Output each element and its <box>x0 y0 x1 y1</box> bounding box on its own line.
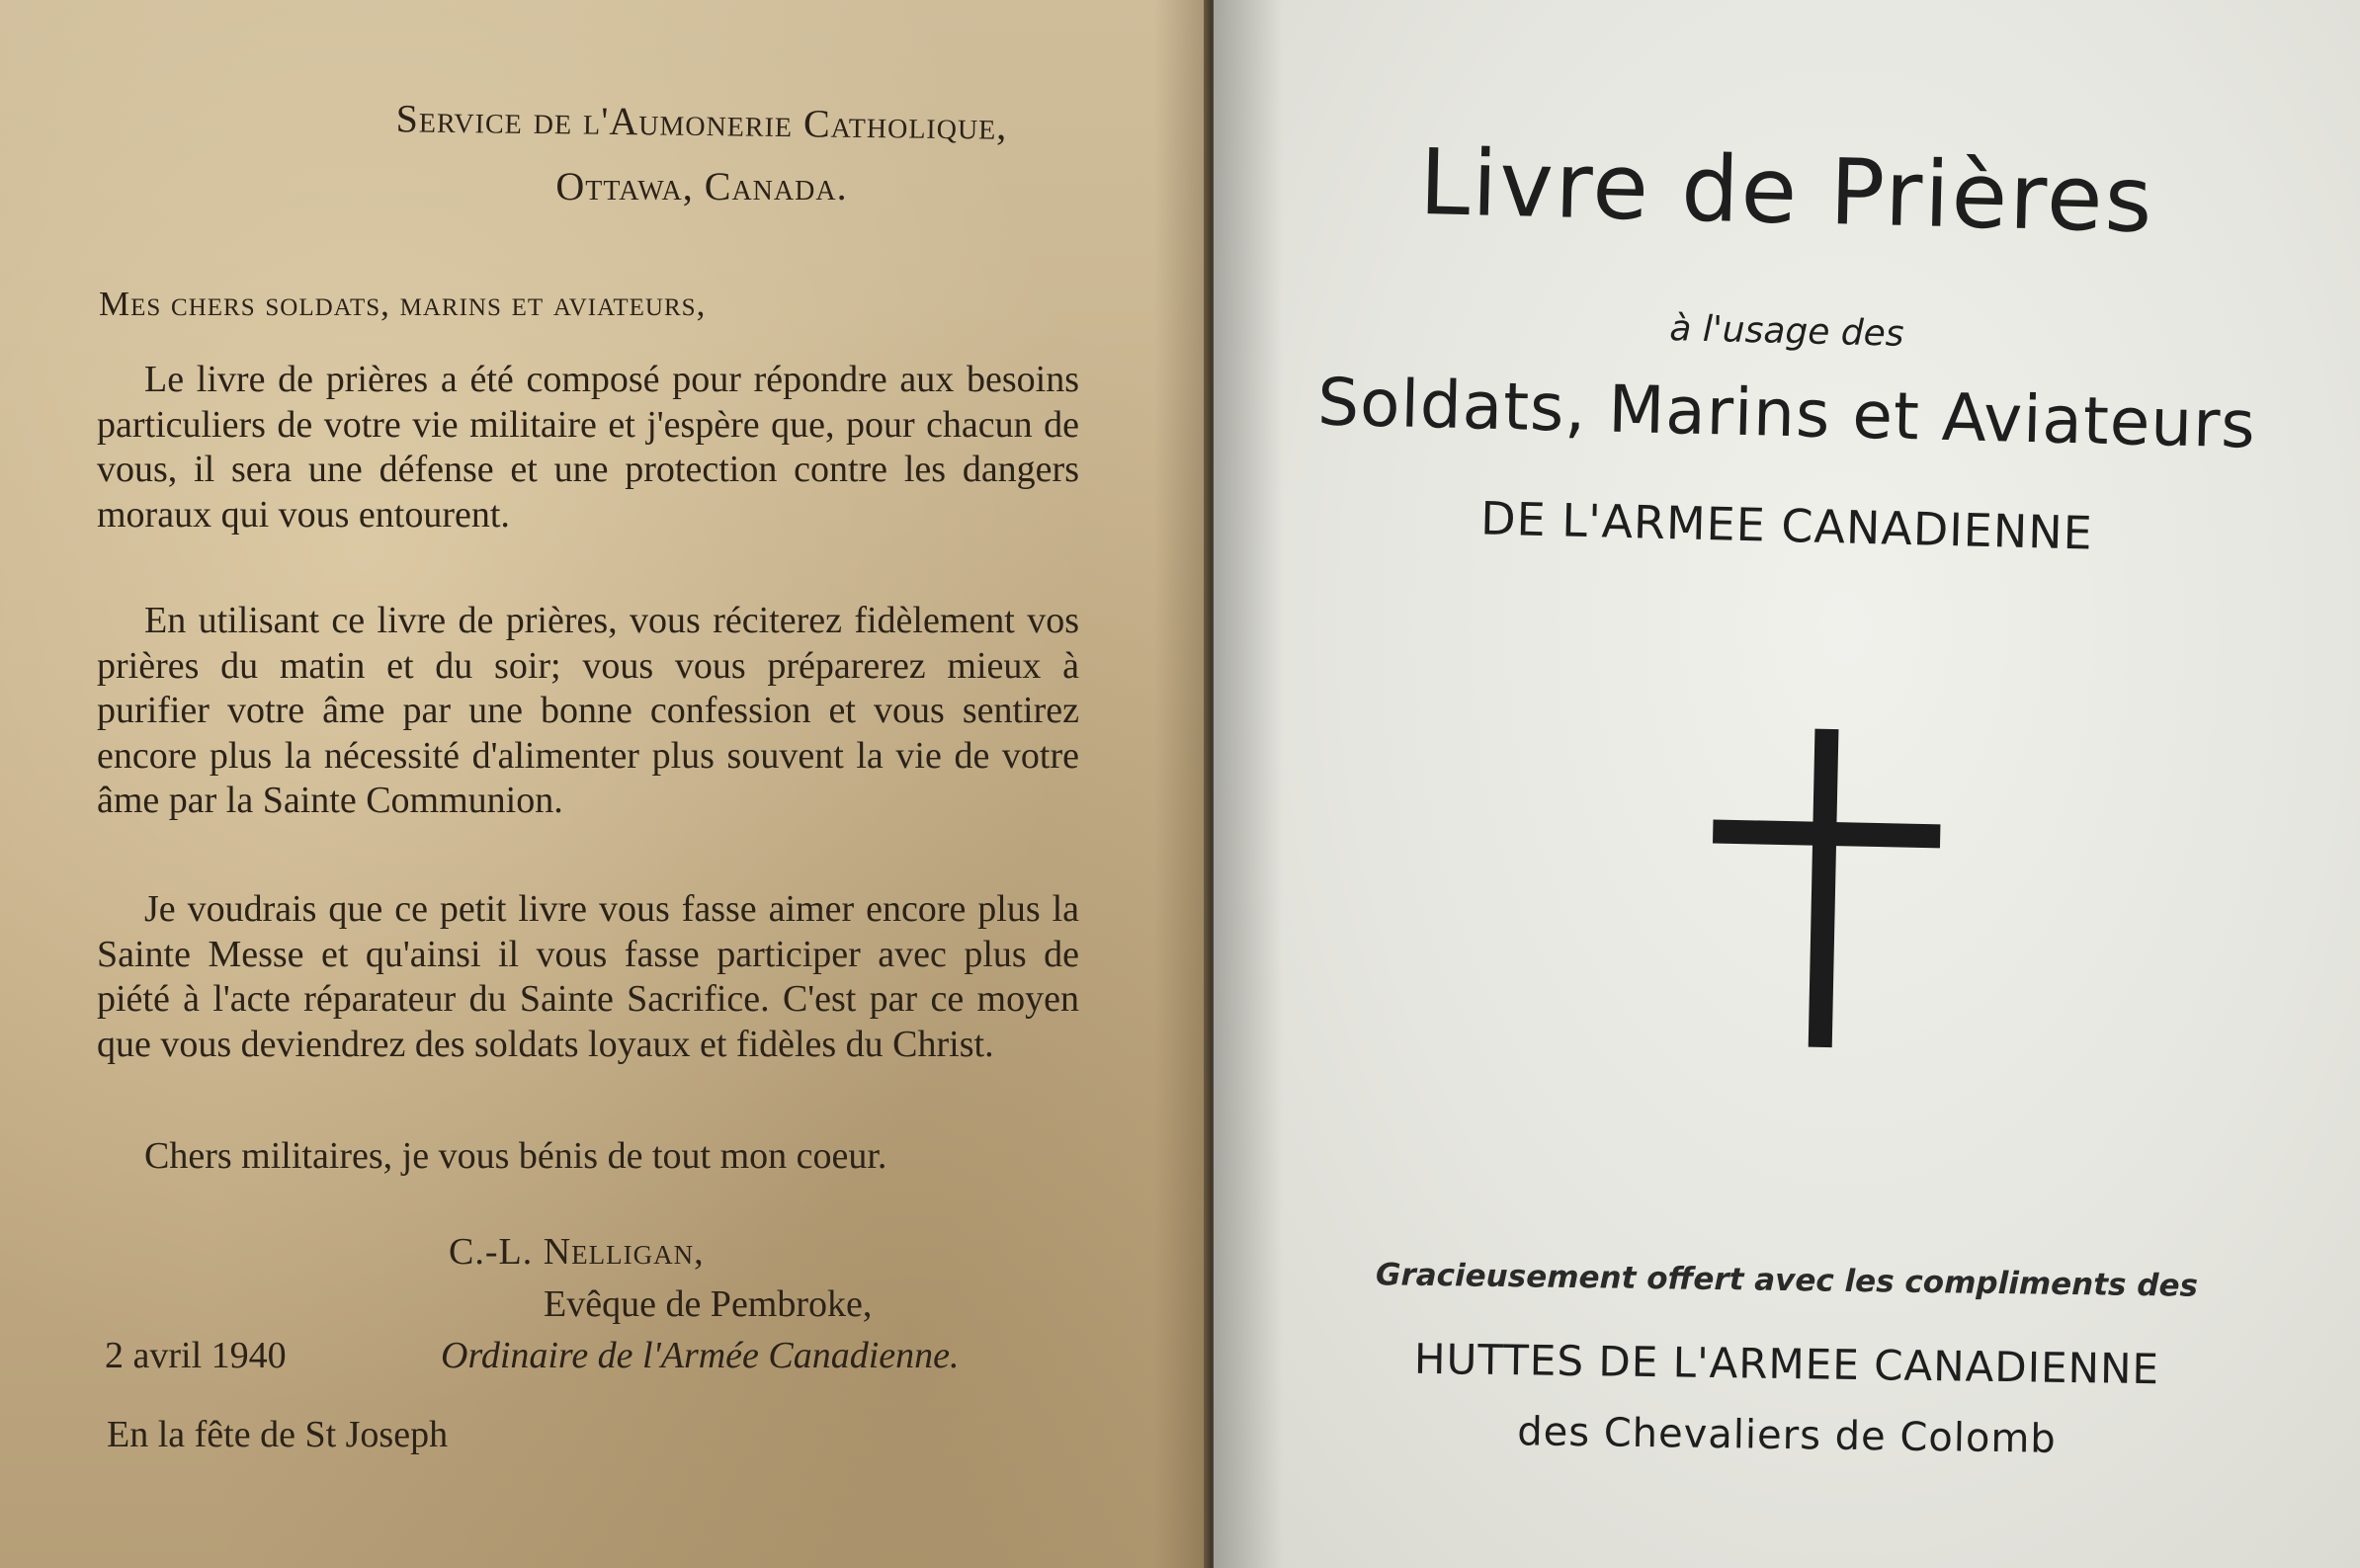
paragraph-2: En utilisant ce livre de prières, vous réciterez fidèlement vos prières du matin et du soir; vous vous préparerez mieux à purifier votre âme par une bonne confession et vous sentirez encore plus la nécessité d'alimenter plus souvent la vie de votre âme par la Sainte Communion. <box>97 600 1079 821</box>
chevaliers-line: des Chevaliers de Colomb <box>1516 1409 2058 1462</box>
closing-blessing: Chers militaires, je vous bénis de tout mon coeur. <box>144 1135 887 1177</box>
book-title: Livre de Prières <box>1418 128 2155 254</box>
signature-title: Evêque de Pembroke, <box>544 1283 873 1325</box>
right-page <box>1214 0 2360 1568</box>
army-line: DE L'ARMEE CANADIENNE <box>1479 491 2094 560</box>
cross-icon <box>1709 727 1953 1058</box>
signature-name: C.-L. Nelligan, <box>449 1231 705 1273</box>
cross-horizontal-bar <box>1713 820 1940 849</box>
location-header: Ottawa, Canada. <box>555 164 848 208</box>
offered-by-line: Gracieusement offert avec les compliments des <box>1375 1257 2199 1304</box>
feast-note: En la fête de St Joseph <box>107 1414 449 1455</box>
huttes-line: HUTTES DE L'ARMEE CANADIENNE <box>1413 1334 2160 1394</box>
salutation: Mes chers soldats, marins et aviateurs, <box>99 285 707 323</box>
audience-line: Soldats, Marins et Aviateurs <box>1316 364 2257 463</box>
letter-date: 2 avril 1940 <box>105 1335 287 1376</box>
cross-vertical-bar <box>1809 729 1839 1047</box>
chaplaincy-header: Service de l'Aumonerie Catholique, <box>395 96 1008 148</box>
paragraph-3: Je voudrais que ce petit livre vous fasse aimer encore plus la Sainte Messe et qu'ainsi il vous fasse participer avec plus de piété à l'acte réparateur du Sainte Sacrifice. C'est par ce moyen que vous deviendrez des soldats loyaux et fidèles du Christ. <box>97 888 1079 1065</box>
signature-role: Ordinaire de l'Armée Canadienne. <box>441 1335 960 1376</box>
usage-line: à l'usage des <box>1668 308 1905 355</box>
paragraph-1: Le livre de prières a été composé pour répondre aux besoins particuliers de votre vie militaire et j'espère que, pour chacun de vous, il sera une défense et une protection contre les dangers moraux qui vous entourent. <box>97 359 1079 536</box>
